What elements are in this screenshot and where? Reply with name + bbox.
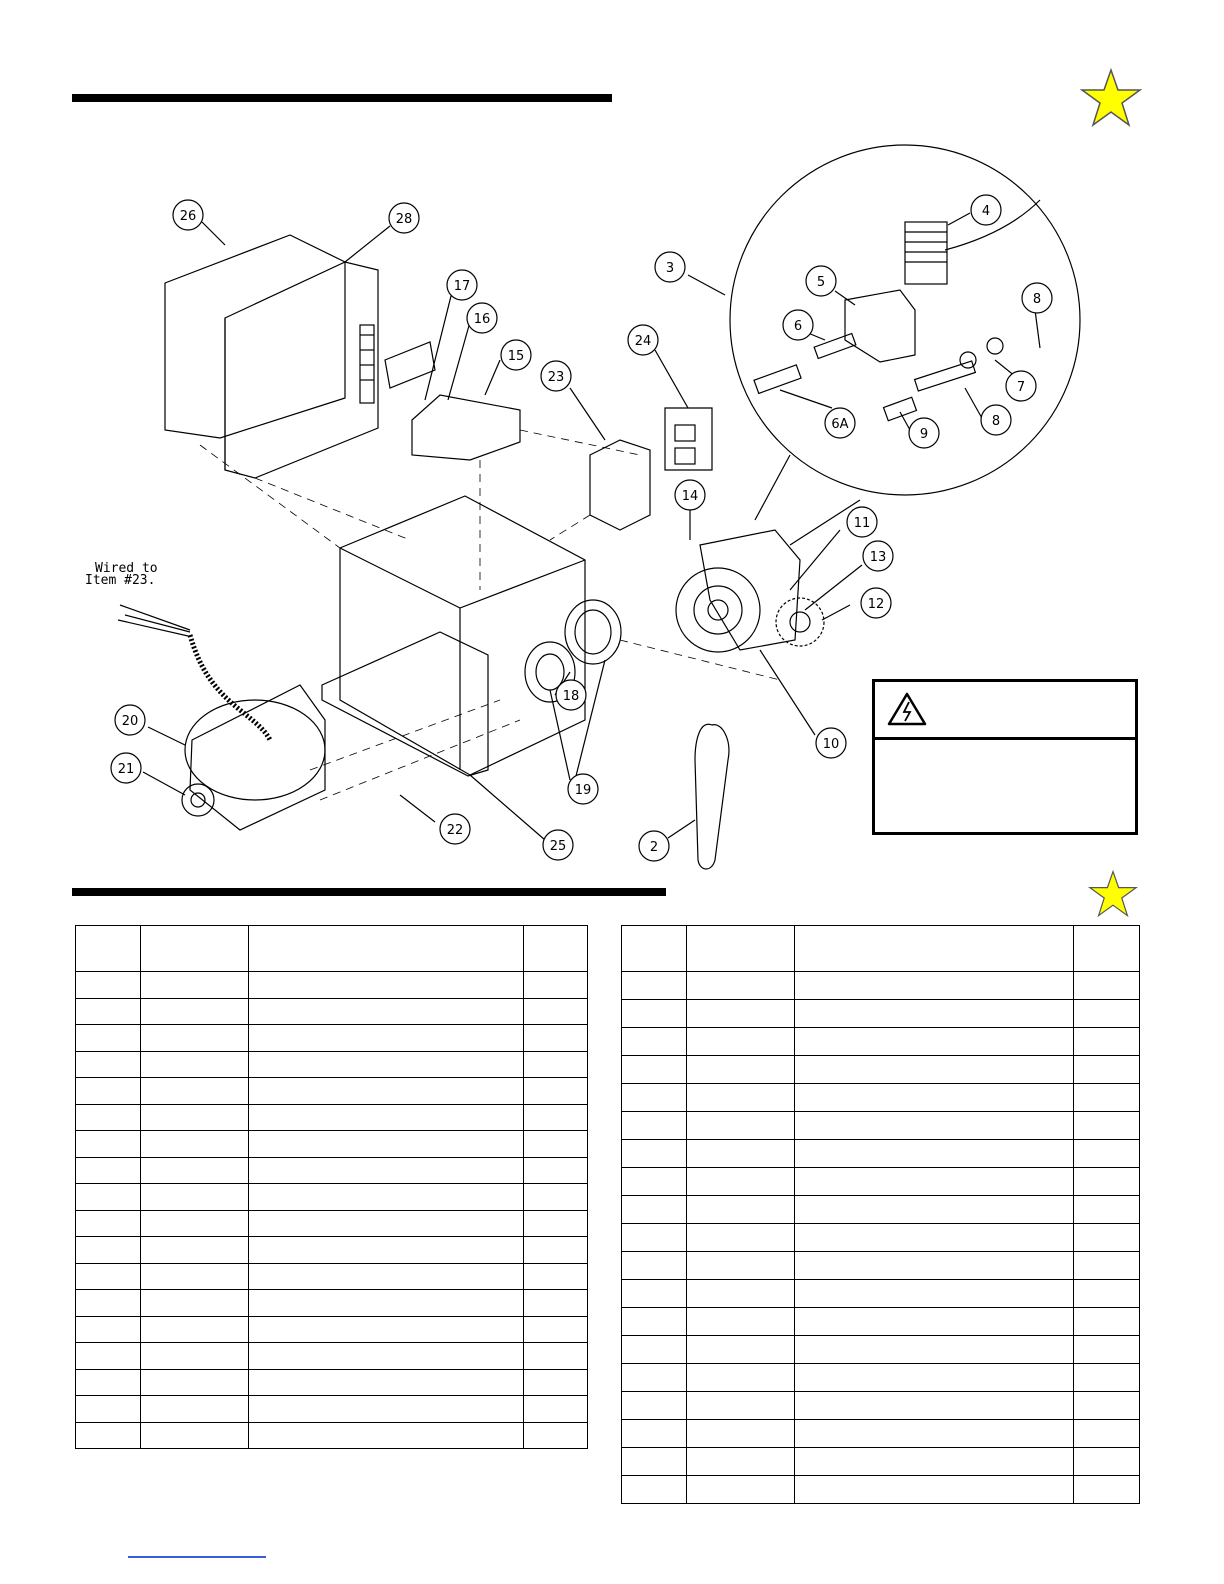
- callout-number: 11: [853, 516, 871, 531]
- table-cell: [249, 1422, 524, 1449]
- table-cell: [795, 1028, 1074, 1056]
- table-cell: [795, 1336, 1074, 1364]
- table-row: [76, 1131, 588, 1158]
- rear-bracket: [225, 262, 378, 478]
- table-cell: [76, 1210, 141, 1237]
- table-cell: [795, 1308, 1074, 1336]
- table-row: [76, 1210, 588, 1237]
- cover-panel: [165, 235, 345, 438]
- table-cell: [524, 1051, 588, 1078]
- table-cell: [76, 1316, 141, 1343]
- table-cell: [1074, 1280, 1140, 1308]
- table-cell: [524, 1078, 588, 1105]
- callout-number: 9: [919, 427, 929, 442]
- table-cell: [524, 998, 588, 1025]
- table-cell: [249, 1131, 524, 1158]
- wired-note-line2: Item #23.: [85, 573, 156, 588]
- table-row: [622, 1336, 1140, 1364]
- main-chassis: [340, 496, 585, 775]
- table-cell: [622, 1308, 687, 1336]
- table-cell: [76, 1104, 141, 1131]
- table-cell: [249, 1025, 524, 1052]
- table-cell: [687, 1364, 795, 1392]
- table-cell: [524, 1157, 588, 1184]
- table-row: [622, 1364, 1140, 1392]
- table-cell: [141, 1263, 249, 1290]
- table-cell: [1074, 1056, 1140, 1084]
- table-cell: [687, 1084, 795, 1112]
- table-cell: [141, 1104, 249, 1131]
- table-cell: [795, 1112, 1074, 1140]
- callout-number: 8: [1032, 292, 1042, 307]
- callout-number: 16: [473, 312, 491, 327]
- table-cell: [249, 1210, 524, 1237]
- table-cell: [76, 972, 141, 999]
- table-row: [76, 1396, 588, 1423]
- callout-number: 10: [822, 737, 840, 752]
- table-cell: [795, 1056, 1074, 1084]
- table-cell: [524, 1210, 588, 1237]
- table-cell: [141, 1396, 249, 1423]
- table-row: [76, 1157, 588, 1184]
- table-cell: [76, 1396, 141, 1423]
- table-cell: [141, 1290, 249, 1317]
- table-row: [76, 1078, 588, 1105]
- table-cell: [249, 972, 524, 999]
- table-row: [76, 998, 588, 1025]
- table-cell: [687, 1280, 795, 1308]
- table-cell: [622, 1364, 687, 1392]
- cover-plate: [665, 408, 712, 470]
- table-cell: [622, 1280, 687, 1308]
- table-cell: [687, 1168, 795, 1196]
- table-row: [622, 1028, 1140, 1056]
- table-row: [622, 1168, 1140, 1196]
- table-cell: [76, 998, 141, 1025]
- table-cell: [1074, 1476, 1140, 1504]
- table-cell: [1074, 1448, 1140, 1476]
- table-row: [622, 972, 1140, 1000]
- table-cell: [795, 1392, 1074, 1420]
- table-cell: [622, 1196, 687, 1224]
- table-header-row: [622, 926, 1140, 972]
- solenoid: [905, 222, 947, 284]
- col-header: [249, 926, 524, 972]
- table-cell: [141, 1157, 249, 1184]
- table-cell: [795, 1476, 1074, 1504]
- table-row: [76, 1237, 588, 1264]
- callout-number: 8: [991, 414, 1001, 429]
- shaft: [915, 361, 976, 391]
- col-header: [795, 926, 1074, 972]
- table-cell: [76, 1237, 141, 1264]
- col-header: [524, 926, 588, 972]
- table-cell: [1074, 1000, 1140, 1028]
- parts-table-right: [621, 925, 1140, 1504]
- table-cell: [141, 1422, 249, 1449]
- callout-number: 20: [121, 714, 139, 729]
- brake-housing: [845, 290, 915, 362]
- table-cell: [141, 998, 249, 1025]
- callout-number: 2: [649, 840, 659, 855]
- table-cell: [524, 1131, 588, 1158]
- table-cell: [687, 1140, 795, 1168]
- header-rule-parts: [72, 888, 666, 896]
- table-cell: [687, 1448, 795, 1476]
- table-cell: [76, 1369, 141, 1396]
- table-cell: [622, 1112, 687, 1140]
- washer: [960, 352, 976, 368]
- capacitor-box: [590, 440, 650, 530]
- warning-tag: [385, 342, 435, 388]
- table-row: [76, 1025, 588, 1052]
- table-row: [76, 972, 588, 999]
- table-cell: [795, 1196, 1074, 1224]
- table-cell: [622, 1420, 687, 1448]
- table-cell: [1074, 1308, 1140, 1336]
- table-cell: [141, 1131, 249, 1158]
- table-cell: [76, 1263, 141, 1290]
- table-cell: [1074, 1196, 1140, 1224]
- table-row: [622, 1084, 1140, 1112]
- table-cell: [76, 1343, 141, 1370]
- table-row: [622, 1112, 1140, 1140]
- table-cell: [687, 1476, 795, 1504]
- table-row: [76, 1343, 588, 1370]
- table-cell: [1074, 1028, 1140, 1056]
- callout-number: 6A: [831, 417, 849, 432]
- table-row: [76, 1104, 588, 1131]
- table-cell: [524, 1396, 588, 1423]
- table-cell: [249, 1343, 524, 1370]
- table-cell: [76, 1051, 141, 1078]
- table-cell: [687, 1336, 795, 1364]
- table-cell: [141, 1343, 249, 1370]
- parts-table-left: [75, 925, 588, 1449]
- table-row: [76, 1184, 588, 1211]
- table-cell: [76, 1290, 141, 1317]
- table-cell: [687, 1224, 795, 1252]
- table-row: [622, 1308, 1140, 1336]
- table-cell: [687, 1392, 795, 1420]
- table-cell: [249, 1369, 524, 1396]
- table-cell: [249, 1051, 524, 1078]
- table-cell: [249, 1078, 524, 1105]
- callout-number: 19: [574, 783, 592, 798]
- callout-number: 28: [395, 212, 413, 227]
- table-cell: [524, 1263, 588, 1290]
- table-cell: [622, 1140, 687, 1168]
- footer-link-underline[interactable]: [128, 1556, 266, 1558]
- wired-note-line1: Wired to: [95, 561, 158, 576]
- gear-reducer-body: [676, 568, 760, 652]
- table-cell: [1074, 1252, 1140, 1280]
- table-cell: [622, 1000, 687, 1028]
- table-cell: [687, 1112, 795, 1140]
- table-cell: [1074, 1084, 1140, 1112]
- table-cell: [622, 1084, 687, 1112]
- motor-pulley: [182, 784, 214, 816]
- callout-number: 26: [179, 209, 197, 224]
- table-cell: [1074, 1140, 1140, 1168]
- col-header: [141, 926, 249, 972]
- motor: [185, 700, 325, 800]
- table-row: [622, 1420, 1140, 1448]
- table-cell: [141, 1369, 249, 1396]
- table-row: [76, 1369, 588, 1396]
- table-cell: [76, 1025, 141, 1052]
- table-cell: [76, 1078, 141, 1105]
- motor-conduit: [190, 635, 270, 740]
- table-cell: [141, 1184, 249, 1211]
- sprocket: [776, 598, 824, 646]
- table-row: [622, 1392, 1140, 1420]
- table-cell: [249, 1104, 524, 1131]
- terminal-strip: [360, 325, 374, 403]
- col-header: [622, 926, 687, 972]
- table-cell: [524, 1369, 588, 1396]
- table-cell: [524, 1343, 588, 1370]
- table-cell: [524, 1184, 588, 1211]
- table-cell: [622, 1476, 687, 1504]
- table-cell: [795, 1084, 1074, 1112]
- table-cell: [76, 1184, 141, 1211]
- callout-number: 5: [816, 275, 826, 290]
- table-row: [622, 1056, 1140, 1084]
- table-cell: [249, 1396, 524, 1423]
- table-cell: [141, 1316, 249, 1343]
- drive-belt: [695, 724, 729, 869]
- callout-number: 25: [549, 839, 567, 854]
- spring: [754, 365, 801, 394]
- table-row: [76, 1422, 588, 1449]
- table-cell: [687, 1196, 795, 1224]
- table-cell: [249, 1290, 524, 1317]
- callout-number: 22: [446, 823, 464, 838]
- callout-number: 24: [634, 334, 652, 349]
- callout-number: 14: [681, 489, 699, 504]
- table-cell: [141, 972, 249, 999]
- table-cell: [687, 1252, 795, 1280]
- table-cell: [141, 1051, 249, 1078]
- table-cell: [524, 1316, 588, 1343]
- table-cell: [524, 1104, 588, 1131]
- table-row: [622, 1140, 1140, 1168]
- table-cell: [687, 1000, 795, 1028]
- callout-number: 3: [665, 261, 675, 276]
- table-cell: [687, 972, 795, 1000]
- table-cell: [622, 1028, 687, 1056]
- table-cell: [687, 1028, 795, 1056]
- table-cell: [1074, 1168, 1140, 1196]
- table-cell: [249, 998, 524, 1025]
- table-cell: [141, 1237, 249, 1264]
- table-cell: [795, 1224, 1074, 1252]
- table-cell: [249, 1184, 524, 1211]
- table-cell: [1074, 1112, 1140, 1140]
- detail-circle: [730, 145, 1080, 495]
- callout-number: 15: [507, 349, 525, 364]
- warning-box: [872, 679, 1138, 835]
- electrical-hazard-icon: [887, 692, 927, 726]
- table-cell: [795, 1168, 1074, 1196]
- table-cell: [1074, 1364, 1140, 1392]
- table-cell: [795, 1252, 1074, 1280]
- table-cell: [141, 1078, 249, 1105]
- col-header: [76, 926, 141, 972]
- table-row: [76, 1316, 588, 1343]
- callout-number: 6: [793, 319, 803, 334]
- table-cell: [622, 1336, 687, 1364]
- table-cell: [1074, 1224, 1140, 1252]
- warning-body: [875, 740, 1135, 764]
- callout-number: 4: [981, 204, 991, 219]
- table-row: [622, 1224, 1140, 1252]
- table-row: [622, 1000, 1140, 1028]
- table-header-row: [76, 926, 588, 972]
- warning-header: [875, 682, 1135, 740]
- table-cell: [622, 1252, 687, 1280]
- callout-number: 18: [562, 689, 580, 704]
- table-cell: [76, 1131, 141, 1158]
- table-cell: [795, 1140, 1074, 1168]
- table-cell: [524, 1025, 588, 1052]
- table-cell: [249, 1263, 524, 1290]
- table-cell: [524, 972, 588, 999]
- table-cell: [795, 1000, 1074, 1028]
- col-header: [687, 926, 795, 972]
- callout-number: 21: [117, 762, 135, 777]
- table-cell: [795, 1280, 1074, 1308]
- table-cell: [249, 1237, 524, 1264]
- table-cell: [795, 972, 1074, 1000]
- table-cell: [795, 1420, 1074, 1448]
- table-row: [76, 1263, 588, 1290]
- table-cell: [1074, 1420, 1140, 1448]
- table-row: [622, 1252, 1140, 1280]
- table-cell: [524, 1237, 588, 1264]
- table-cell: [622, 1168, 687, 1196]
- table-row: [622, 1448, 1140, 1476]
- callout-number: 12: [867, 597, 885, 612]
- table-cell: [622, 1392, 687, 1420]
- table-row: [622, 1476, 1140, 1504]
- table-cell: [622, 1056, 687, 1084]
- callout-number: 23: [547, 370, 565, 385]
- table-cell: [141, 1210, 249, 1237]
- table-cell: [76, 1157, 141, 1184]
- table-row: [76, 1290, 588, 1317]
- table-cell: [1074, 1336, 1140, 1364]
- table-cell: [795, 1364, 1074, 1392]
- table-cell: [524, 1290, 588, 1317]
- callout-number: 13: [869, 550, 887, 565]
- table-cell: [1074, 972, 1140, 1000]
- table-cell: [249, 1157, 524, 1184]
- table-cell: [687, 1056, 795, 1084]
- table-cell: [622, 1448, 687, 1476]
- table-row: [622, 1196, 1140, 1224]
- col-header: [1074, 926, 1140, 972]
- relay-board: [412, 395, 520, 460]
- table-cell: [687, 1420, 795, 1448]
- table-cell: [622, 972, 687, 1000]
- table-cell: [795, 1448, 1074, 1476]
- spring-9: [884, 397, 917, 420]
- table-cell: [687, 1308, 795, 1336]
- callout-number: 7: [1016, 380, 1026, 395]
- callout-number: 17: [453, 279, 471, 294]
- table-cell: [249, 1316, 524, 1343]
- plunger: [814, 334, 856, 359]
- table-row: [76, 1051, 588, 1078]
- table-cell: [141, 1025, 249, 1052]
- table-cell: [524, 1422, 588, 1449]
- table-row: [622, 1280, 1140, 1308]
- table-cell: [76, 1422, 141, 1449]
- table-cell: [622, 1224, 687, 1252]
- table-cell: [1074, 1392, 1140, 1420]
